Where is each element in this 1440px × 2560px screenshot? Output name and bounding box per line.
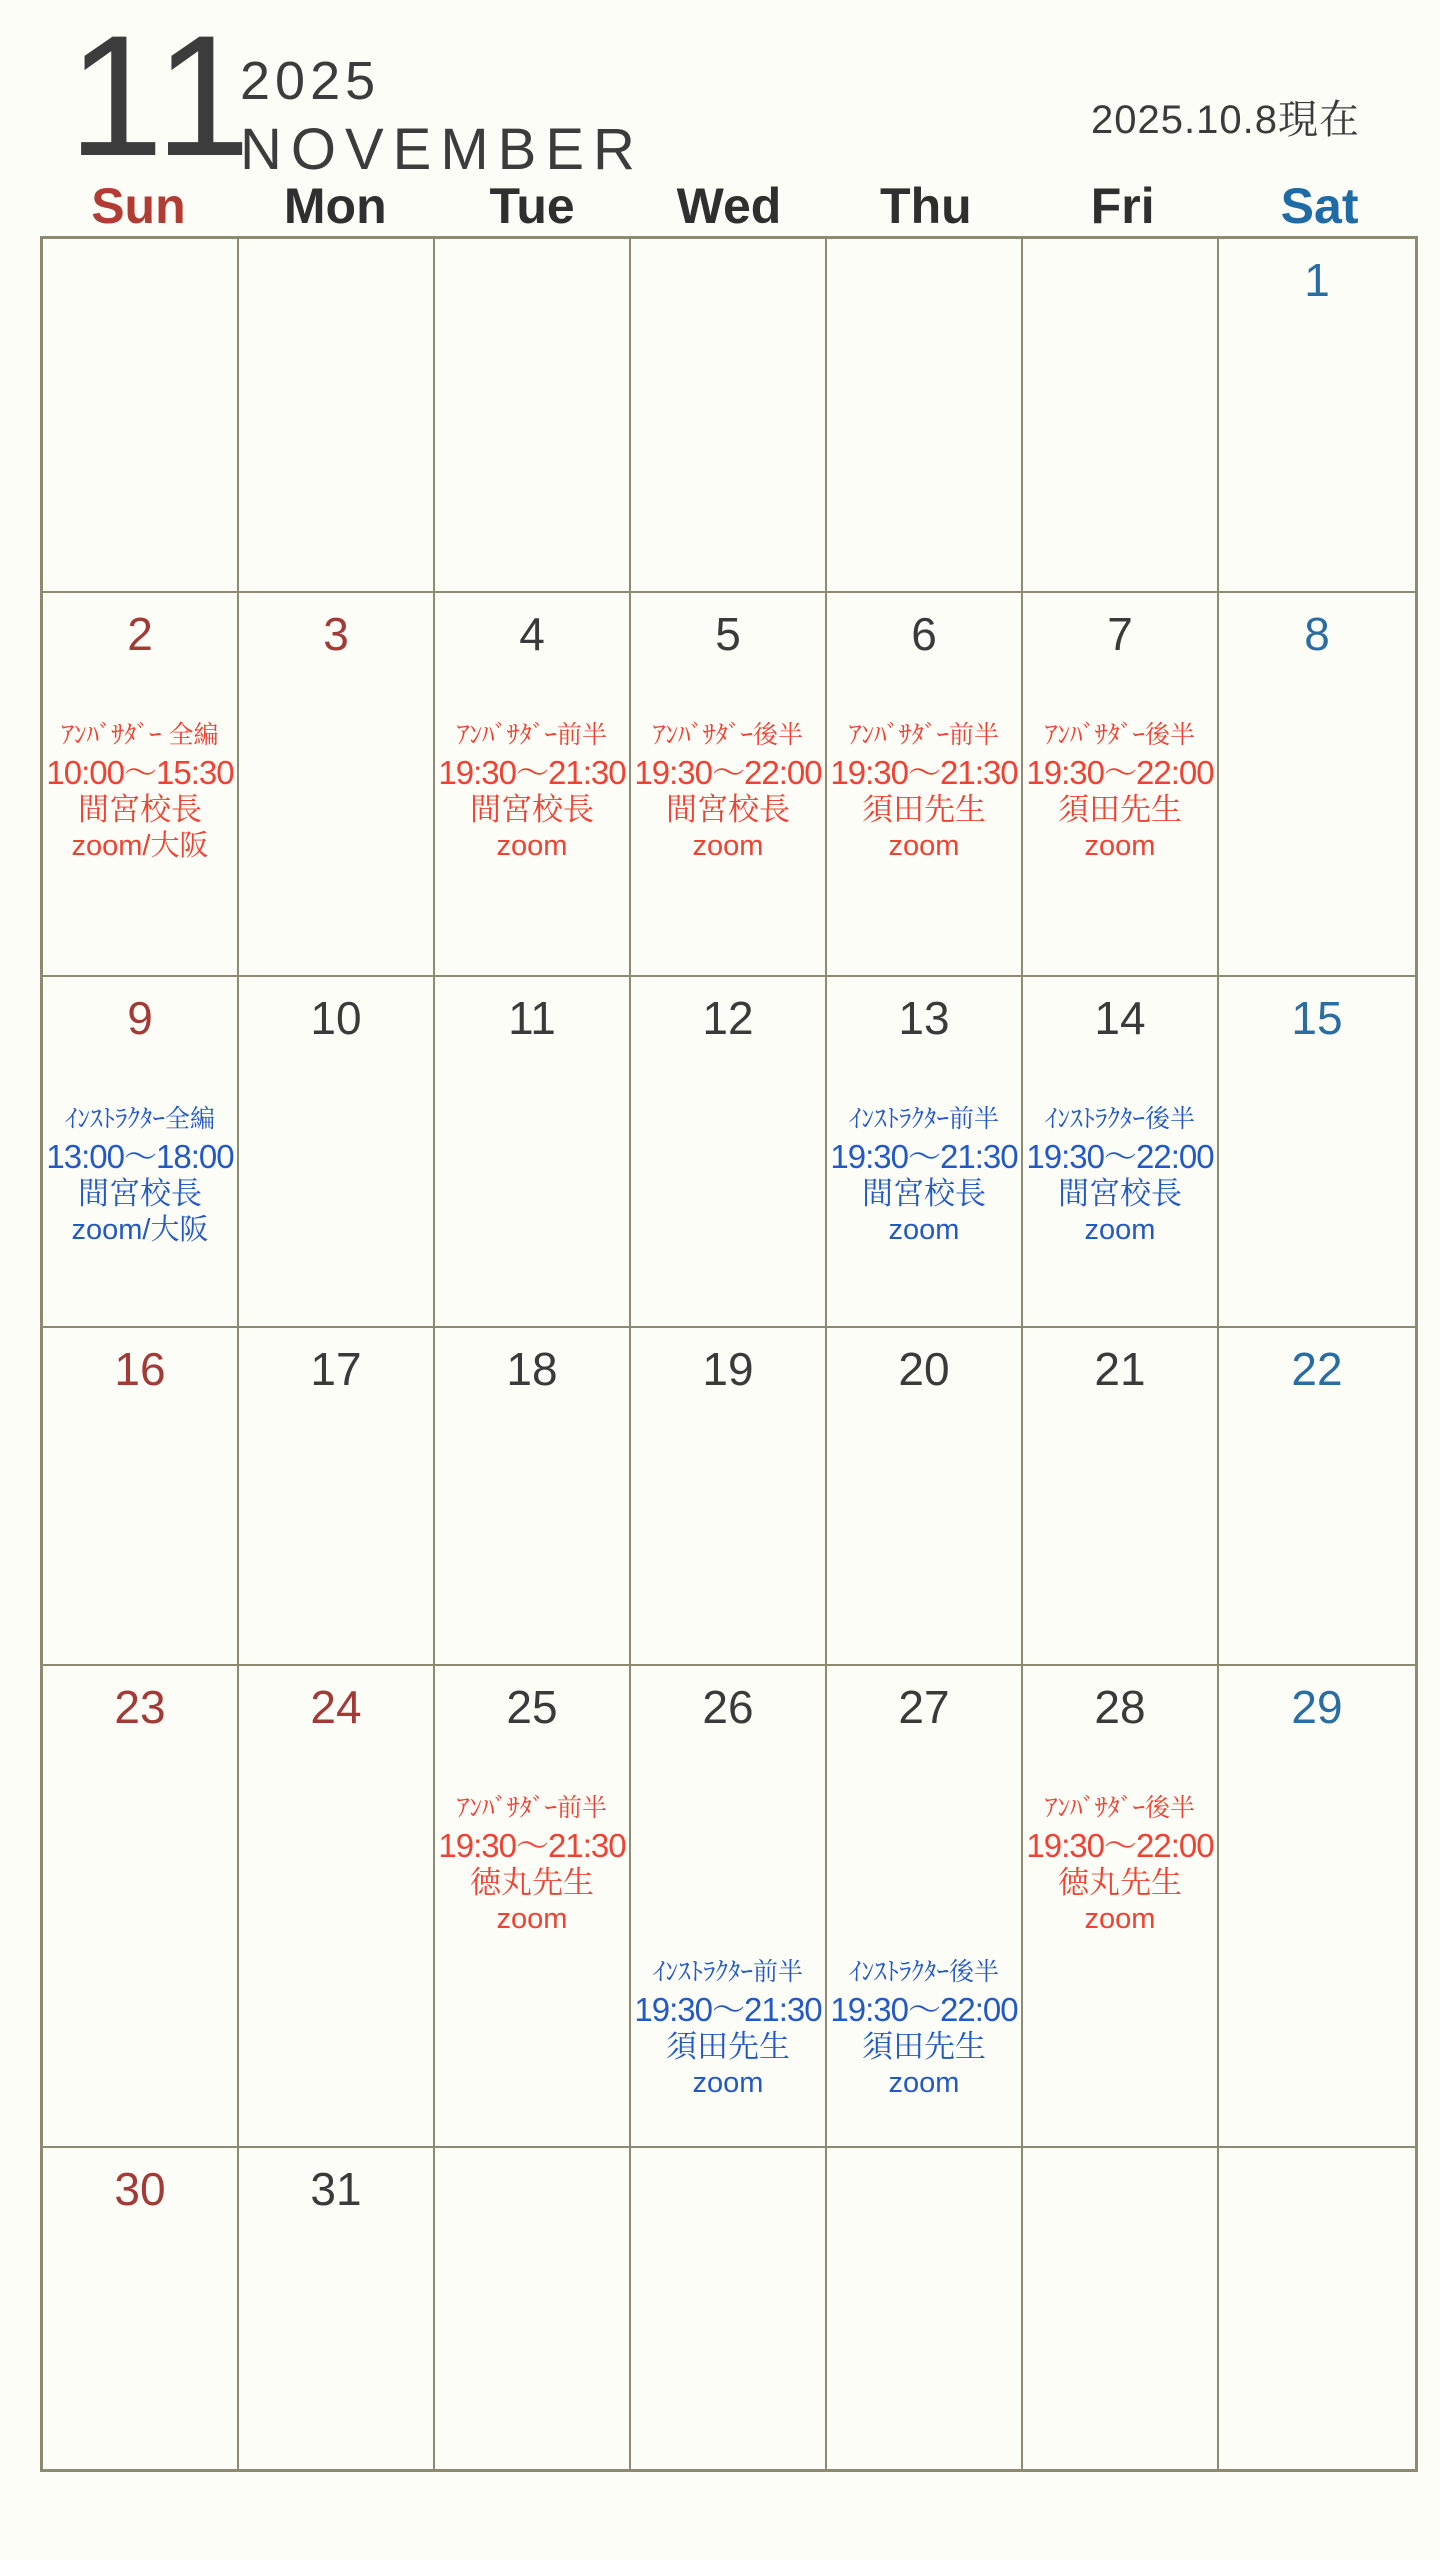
weekday-header-fri: Fri — [1090, 178, 1155, 234]
day-cell-19 — [631, 1328, 827, 1666]
date-number: 7 — [1107, 608, 1133, 660]
event-teacher: 徳丸先生 — [470, 1865, 594, 1900]
date-number: 8 — [1304, 608, 1330, 660]
event-location: zoom — [496, 830, 568, 862]
event-title: ｱﾝﾊﾞｻﾀﾞｰ後半 — [1044, 1794, 1195, 1822]
event-entry — [1023, 717, 1217, 865]
event-time: 19:30〜22:00 — [1026, 754, 1214, 791]
weekday-header-thu: Thu — [880, 178, 972, 234]
event-teacher: 間宮校長 — [78, 1176, 202, 1211]
event-entry — [827, 717, 1021, 865]
date-number: 4 — [519, 608, 545, 660]
date-number: 10 — [310, 992, 362, 1044]
day-cell-27 — [827, 1666, 1023, 2148]
date-number: 28 — [1094, 1681, 1146, 1733]
event-location: zoom — [692, 2067, 764, 2099]
weekday-header-sun: Sun — [91, 178, 186, 234]
date-number: 13 — [898, 992, 950, 1044]
event-teacher: 須田先生 — [862, 2029, 986, 2064]
event-time: 19:30〜21:30 — [438, 1827, 626, 1864]
event-title: ｲﾝｽﾄﾗｸﾀｰ前半 — [848, 1105, 999, 1133]
date-number: 9 — [127, 992, 153, 1044]
month-number: 11 — [68, 0, 255, 192]
date-number: 18 — [506, 1343, 558, 1395]
day-cell-8 — [1219, 593, 1415, 977]
day-cell-4 — [435, 593, 631, 977]
event-time: 19:30〜21:30 — [830, 1138, 1018, 1175]
date-number: 15 — [1291, 992, 1343, 1044]
day-cell-12 — [631, 977, 827, 1328]
weekday-header-sat: Sat — [1280, 178, 1359, 234]
date-number: 30 — [114, 2163, 166, 2215]
event-teacher: 須田先生 — [862, 792, 986, 827]
date-number: 16 — [114, 1343, 166, 1395]
date-number: 23 — [114, 1681, 166, 1733]
event-entry — [827, 1101, 1021, 1249]
weekday-header-mon: Mon — [283, 178, 387, 234]
day-cell-6 — [827, 593, 1023, 977]
event-location: zoom — [692, 830, 764, 862]
date-number: 25 — [506, 1681, 558, 1733]
event-time: 19:30〜22:00 — [634, 754, 822, 791]
event-entry — [43, 1101, 237, 1249]
event-title: ｲﾝｽﾄﾗｸﾀｰ前半 — [652, 1958, 803, 1986]
event-entry — [43, 717, 237, 865]
event-entry — [1023, 1101, 1217, 1249]
date-number: 1 — [1304, 254, 1330, 306]
day-cell-17 — [239, 1328, 435, 1666]
day-cell-23 — [43, 1666, 239, 2148]
day-cell-empty — [631, 239, 827, 593]
event-teacher: 間宮校長 — [862, 1176, 986, 1211]
event-teacher: 須田先生 — [1058, 792, 1182, 827]
year-label: 2025 — [240, 51, 381, 111]
event-title: ｱﾝﾊﾞｻﾀﾞｰ後半 — [1044, 721, 1195, 749]
date-number: 2 — [127, 608, 153, 660]
day-cell-2 — [43, 593, 239, 977]
day-cell-3 — [239, 593, 435, 977]
event-time: 10:00〜15:30 — [46, 754, 234, 791]
event-teacher: 間宮校長 — [470, 792, 594, 827]
event-title: ｱﾝﾊﾞｻﾀﾞｰ前半 — [456, 1794, 607, 1822]
event-location: zoom — [888, 1214, 960, 1246]
date-number: 3 — [323, 608, 349, 660]
date-number: 31 — [310, 2163, 362, 2215]
day-cell-empty — [631, 2148, 827, 2469]
date-number: 26 — [702, 1681, 754, 1733]
date-number: 22 — [1291, 1343, 1343, 1395]
as-of-date: 2025.10.8現在 — [1091, 98, 1360, 142]
date-number: 20 — [898, 1343, 950, 1395]
event-location: zoom — [888, 2067, 960, 2099]
month-name-label: NOVEMBER — [240, 117, 644, 182]
day-cell-14 — [1023, 977, 1219, 1328]
event-teacher: 間宮校長 — [78, 792, 202, 827]
date-number: 6 — [911, 608, 937, 660]
event-location: zoom — [1084, 830, 1156, 862]
event-location: zoom — [496, 1903, 568, 1935]
day-cell-18 — [435, 1328, 631, 1666]
event-location: zoom — [1084, 1214, 1156, 1246]
event-title: ｲﾝｽﾄﾗｸﾀｰ後半 — [1044, 1105, 1195, 1133]
event-location: zoom — [1084, 1903, 1156, 1935]
event-title: ｱﾝﾊﾞｻﾀﾞｰ前半 — [456, 721, 607, 749]
date-number: 29 — [1291, 1681, 1343, 1733]
day-cell-9 — [43, 977, 239, 1328]
day-cell-empty — [827, 2148, 1023, 2469]
day-cell-empty — [1023, 239, 1219, 593]
event-entry — [435, 1790, 629, 1938]
event-entry — [1023, 1790, 1217, 1938]
day-cell-empty — [1023, 2148, 1219, 2469]
event-title: ｱﾝﾊﾞｻﾀﾞｰ前半 — [848, 721, 999, 749]
event-time: 13:00〜18:00 — [46, 1138, 234, 1175]
day-cell-16 — [43, 1328, 239, 1666]
day-cell-24 — [239, 1666, 435, 2148]
date-number: 24 — [310, 1681, 362, 1733]
date-number: 12 — [702, 992, 754, 1044]
event-title: ｲﾝｽﾄﾗｸﾀｰ全編 — [64, 1105, 215, 1133]
date-number: 14 — [1094, 992, 1146, 1044]
day-cell-30 — [43, 2148, 239, 2469]
day-cell-empty — [43, 239, 239, 593]
weekday-header-wed: Wed — [676, 178, 782, 234]
event-time: 19:30〜21:30 — [438, 754, 626, 791]
event-entry — [435, 717, 629, 865]
event-title: ｱﾝﾊﾞｻﾀﾞｰ 全編 — [61, 721, 219, 749]
day-cell-11 — [435, 977, 631, 1328]
calendar-grid — [40, 236, 1418, 2472]
day-cell-empty — [827, 239, 1023, 593]
day-cell-empty — [435, 239, 631, 593]
day-cell-7 — [1023, 593, 1219, 977]
day-cell-empty — [239, 239, 435, 593]
event-time: 19:30〜22:00 — [830, 1991, 1018, 2028]
event-entry — [827, 1954, 1021, 2102]
event-location: zoom — [888, 830, 960, 862]
event-time: 19:30〜22:00 — [1026, 1827, 1214, 1864]
date-number: 11 — [508, 992, 556, 1044]
day-cell-10 — [239, 977, 435, 1328]
event-entry — [631, 717, 825, 865]
event-title: ｱﾝﾊﾞｻﾀﾞｰ後半 — [652, 721, 803, 749]
date-number: 27 — [898, 1681, 950, 1733]
event-title: ｲﾝｽﾄﾗｸﾀｰ後半 — [848, 1958, 999, 1986]
date-number: 17 — [310, 1343, 362, 1395]
date-number: 19 — [702, 1343, 754, 1395]
event-time: 19:30〜21:30 — [634, 1991, 822, 2028]
day-cell-31 — [239, 2148, 435, 2469]
title-block — [240, 51, 644, 182]
day-cell-25 — [435, 1666, 631, 2148]
day-cell-empty — [1219, 2148, 1415, 2469]
day-cell-22 — [1219, 1328, 1415, 1666]
date-number: 5 — [715, 608, 741, 660]
weekday-header-row — [40, 180, 1418, 232]
event-entry — [631, 1954, 825, 2102]
day-cell-21 — [1023, 1328, 1219, 1666]
day-cell-1 — [1219, 239, 1415, 593]
day-cell-26 — [631, 1666, 827, 2148]
event-time: 19:30〜21:30 — [830, 754, 1018, 791]
day-cell-28 — [1023, 1666, 1219, 2148]
weekday-header-tue: Tue — [489, 178, 575, 234]
event-location: zoom/大阪 — [71, 1214, 209, 1246]
event-time: 19:30〜22:00 — [1026, 1138, 1214, 1175]
event-teacher: 間宮校長 — [666, 792, 790, 827]
day-cell-5 — [631, 593, 827, 977]
date-number: 21 — [1094, 1343, 1146, 1395]
event-teacher: 間宮校長 — [1058, 1176, 1182, 1211]
event-teacher: 徳丸先生 — [1058, 1865, 1182, 1900]
day-cell-empty — [435, 2148, 631, 2469]
day-cell-20 — [827, 1328, 1023, 1666]
event-teacher: 須田先生 — [666, 2029, 790, 2064]
day-cell-13 — [827, 977, 1023, 1328]
day-cell-15 — [1219, 977, 1415, 1328]
event-location: zoom/大阪 — [71, 830, 209, 862]
day-cell-29 — [1219, 1666, 1415, 2148]
